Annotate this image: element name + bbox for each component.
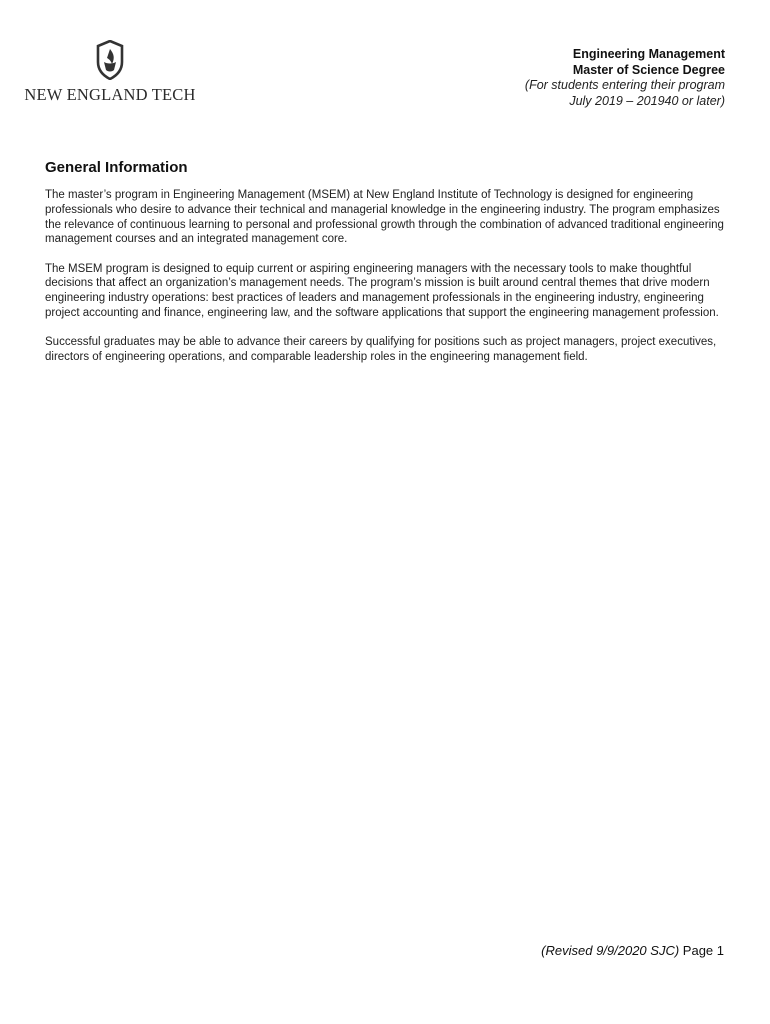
- degree-title: Master of Science Degree: [572, 62, 725, 77]
- logo-wordmark: NEW ENGLAND TECH: [24, 85, 196, 104]
- institution-logo: [20, 40, 200, 106]
- revision-note: (Revised 9/9/2020 SJC): [541, 943, 680, 958]
- program-title: Engineering Management: [572, 47, 725, 61]
- paragraph: The MSEM program is designed to equip current or aspiring engineering managers with the necessary tools to make thoughtful decisions that affect an organization’s management needs. The program’s mission is built around central themes that drive modern engineering industry operations: best practices of leaders and management professionals in the engineering industry, engineering project accounting and finance, engineering law, and the software applications that support the engineering management profession.: [45, 262, 719, 320]
- program-note-line-1: (For students entering their program: [524, 78, 725, 92]
- program-note-line-2: July 2019 – 201940 or later): [569, 93, 725, 108]
- page-number: Page 1: [682, 943, 724, 958]
- section-heading: General Information: [45, 159, 188, 176]
- paragraph: The master’s program in Engineering Management (MSEM) at New England Institute of Technology is designed for engineering professionals who desire to advance their technical and managerial knowledge in the engineering industry. The program emphasizes the relevance of continuous learning to personal and professional growth through the combination of advanced traditional engineering management courses and an integrated management core.: [45, 189, 724, 246]
- page-footer: [541, 943, 724, 958]
- program-header: [525, 47, 725, 109]
- paragraph: Successful graduates may be able to advance their careers by qualifying for positions such as project managers, project executives, directors of engineering operations, and comparable leadership roles in the engineering management field.: [45, 336, 717, 364]
- section-body: [45, 188, 730, 379]
- torch-shield-icon: [20, 40, 200, 80]
